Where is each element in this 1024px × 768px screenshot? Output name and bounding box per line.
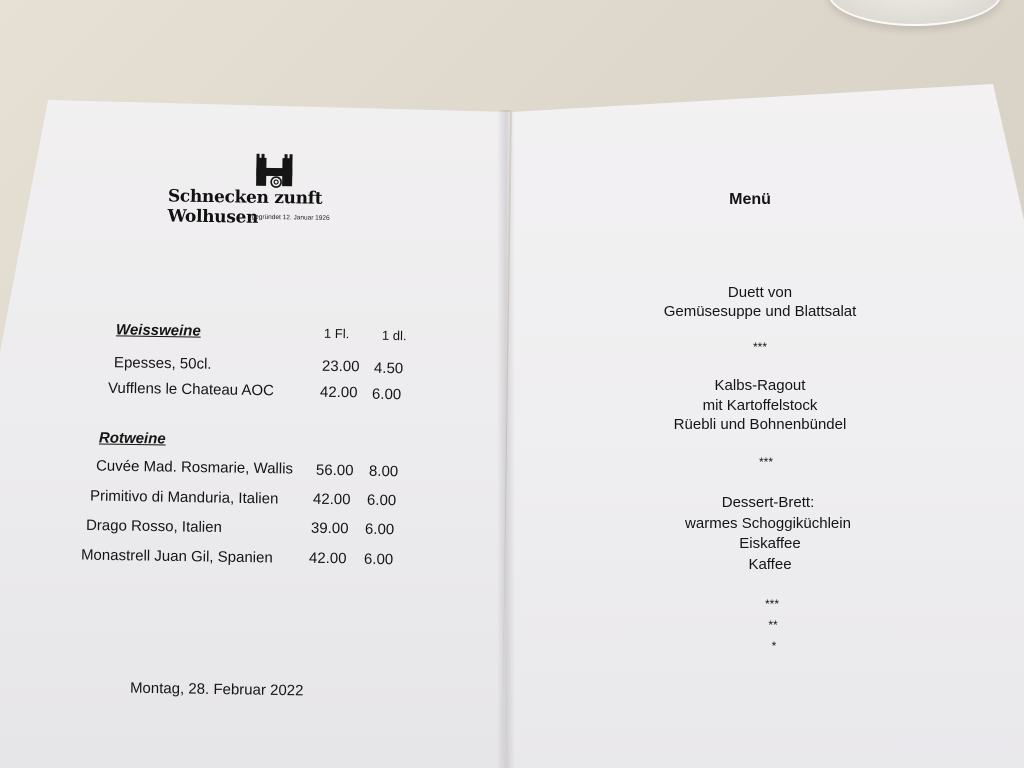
wine-name: Drago Rosso, Italien [85, 516, 223, 537]
wine-name: Monastrell Juan Gil, Spanien [80, 546, 273, 567]
column-glass-header: 1 dl. [381, 327, 407, 344]
menu-separator: *** [758, 455, 773, 469]
menu-line: Kaffee [748, 556, 792, 573]
wine-name: Vufflens le Chateau AOC [107, 379, 275, 400]
white-wines-heading: Weissweine [115, 321, 201, 340]
wine-price-bottle: 42.00 [308, 549, 347, 568]
menu-line: Gemüsesuppe und Blattsalat [663, 303, 857, 320]
menu-separator: *** [752, 340, 767, 354]
wine-price-glass: 6.00 [364, 520, 395, 539]
menu-closing-stars: *** [764, 597, 779, 611]
wine-price-bottle: 39.00 [310, 519, 349, 538]
wine-price-bottle: 42.00 [319, 383, 358, 402]
guild-logo [167, 150, 378, 231]
wine-name: Cuvée Mad. Rosmarie, Wallis [95, 457, 294, 478]
wine-price-glass: 4.50 [373, 359, 404, 378]
wine-price-glass: 6.00 [366, 491, 397, 510]
menu-line: warmes Schoggiküchlein [685, 515, 851, 532]
card-fold [497, 110, 515, 768]
logo-tagline: gegründet 12. Januar 1926 [251, 213, 330, 222]
menu-line: Duett von [727, 284, 793, 301]
wine-name: Epesses, 50cl. [113, 354, 212, 373]
wine-price-glass: 6.00 [371, 385, 402, 404]
menu-closing-stars: ** [768, 618, 778, 632]
menu-closing-stars: * [771, 639, 777, 653]
menu-line: mit Kartoffelstock [702, 397, 818, 414]
column-bottle-header: 1 Fl. [323, 325, 350, 342]
event-date: Montag, 28. Februar 2022 [129, 679, 304, 700]
menu-line: Rüebli und Bohnenbündel [673, 416, 847, 433]
menu-line: Kalbs-Ragout [714, 377, 806, 394]
red-wines-heading: Rotweine [98, 429, 166, 448]
menu-line: Dessert-Brett: [721, 494, 815, 511]
wine-price-glass: 6.00 [363, 550, 394, 569]
wine-price-glass: 8.00 [368, 462, 399, 481]
wine-price-bottle: 56.00 [315, 461, 354, 480]
menu-line: Eiskaffee [739, 535, 801, 552]
wine-price-bottle: 42.00 [312, 490, 351, 509]
wine-name: Primitivo di Manduria, Italien [89, 487, 279, 508]
castle-tower-icon [254, 152, 295, 191]
logo-wordmark: Schnecken zunft Wolhusen [167, 186, 323, 228]
menu-title: Menü [729, 191, 771, 208]
wine-glass [828, 0, 1002, 26]
wine-price-bottle: 23.00 [321, 357, 360, 376]
